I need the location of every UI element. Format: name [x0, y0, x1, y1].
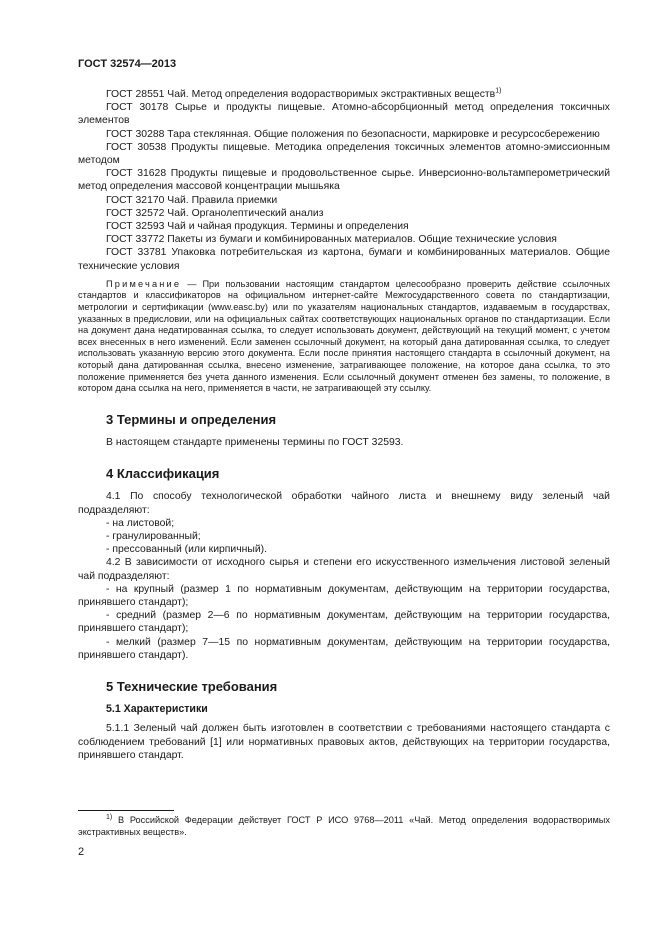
section-3-text: В настоящем стандарте применены термины по ГОСТ 32593.	[106, 436, 404, 448]
footnote-marker: 1)	[106, 813, 113, 821]
clause-4-1: 4.1 По способу технологической обработки чайного листа и внешнему виду зеленый чай подразделяют:	[78, 491, 610, 516]
reference-item: ГОСТ 32170 Чай. Правила приемки	[106, 194, 278, 206]
clause-5-1-1: 5.1.1 Зеленый чай должен быть изготовлен в соответствии с требованиями настоящего стандарта с соблюдением требований [1] или нормативных правовых актов, действующих на территории государства, принявшего стандарт.	[78, 723, 610, 761]
reference-item: ГОСТ 30288 Тара стеклянная. Общие положения по безопасности, маркировке и ресурсосбережению	[106, 128, 600, 140]
reference-item: ГОСТ 32593 Чай и чайная продукция. Термины и определения	[106, 221, 409, 233]
footnote-text: В Российской Федерации действует ГОСТ Р ИСО 9768—2011 «Чай. Метод определения водорастворимых экстрактивных веществ».	[78, 815, 610, 837]
list-item: - на листовой;	[106, 517, 175, 529]
subsection-5-1-title: 5.1 Характеристики	[106, 703, 208, 716]
reference-item: ГОСТ 31628 Продукты пищевые и продовольственное сырье. Инверсионно-вольтамперометрический метод определения массовой концентрации мышьяка	[78, 168, 610, 193]
document-code-header: ГОСТ 32574—2013	[78, 58, 177, 70]
reference-item: ГОСТ 30538 Продукты пищевые. Методика определения токсичных элементов атомно-эмиссионным методом	[78, 141, 610, 167]
reference-item: ГОСТ 33772 Пакеты из бумаги и комбинированных материалов. Общие технические условия	[106, 234, 557, 246]
reference-item: ГОСТ 30178 Сырье и продукты пищевые. Атомно-абсорбционный метод определения токсичных элементов	[78, 102, 610, 127]
footnote	[78, 815, 610, 838]
note-paragraph	[78, 279, 610, 395]
reference-item: ГОСТ 28551 Чай. Метод определения водорастворимых экстрактивных веществ$^{1)}$	[106, 87, 502, 100]
page-content	[78, 88, 610, 762]
section-4-title: 4 Классификация	[106, 466, 220, 482]
footnote-marker: 1)	[495, 87, 502, 95]
clause-4-2: 4.2 В зависимости от исходного сырья и степени его искусственного измельчения листовой зеленый чай подразделяют:	[78, 557, 610, 582]
note-label: Примечание	[106, 278, 182, 289]
section-5-title: 5 Технические требования	[106, 679, 278, 695]
list-item: - гранулированный;	[106, 531, 201, 542]
list-item: - мелкий (размер 7—15 по нормативным документам, действующим на территории государства, принявшего стандарт).	[78, 636, 610, 661]
list-item: - прессованный (или кирпичный).	[106, 544, 267, 556]
section-3-title: 3 Термины и определения	[106, 411, 277, 427]
page-number: 2	[78, 846, 85, 858]
note-text: — При пользовании настоящим стандартом целесообразно проверить действие ссылочных стандартов и классификаторов на официальном интернет-сайте Межгосударственного совета по стандартизации, метрологии и сертификации (www.easc.by) или по указателям национальных стандартов, издаваемым в государствах, указанных в предисловии, или на официальных сайтах соответствующих национальных органов по стандартизации. Если на документ дана недатированная ссылка, то следует использовать документ, действующий на текущий момент, с учетом всех внесенных в него изменений. Если заменен ссылочный документ, на который дана датированная ссылка, то следует использовать указанную версию этого документа. Если после принятия настоящего стандарта в ссылочный документ, на который дана датированная ссылка, внесено изменение, затрагивающее положение, на которое дана ссылка, то это положение применяется без учета данного изменения. Если ссылочный документ отменен без замены, то положение, в котором дана ссылка на него, применяется в части, не затрагивающей эту ссылку.	[78, 278, 610, 394]
list-item: - средний (размер 2—6 по нормативным документам, действующим на территории государства, принявшего стандарт);	[78, 610, 610, 635]
footnote-divider	[78, 810, 174, 811]
reference-item: ГОСТ 32572 Чай. Органолептический анализ	[106, 207, 324, 219]
list-item: - на крупный (размер 1 по нормативным документам, действующим на территории государства, принявшего стандарт);	[78, 583, 610, 609]
reference-item: ГОСТ 33781 Упаковка потребительская из картона, бумаги и комбинированных материалов. Общие технические условия	[78, 247, 610, 272]
